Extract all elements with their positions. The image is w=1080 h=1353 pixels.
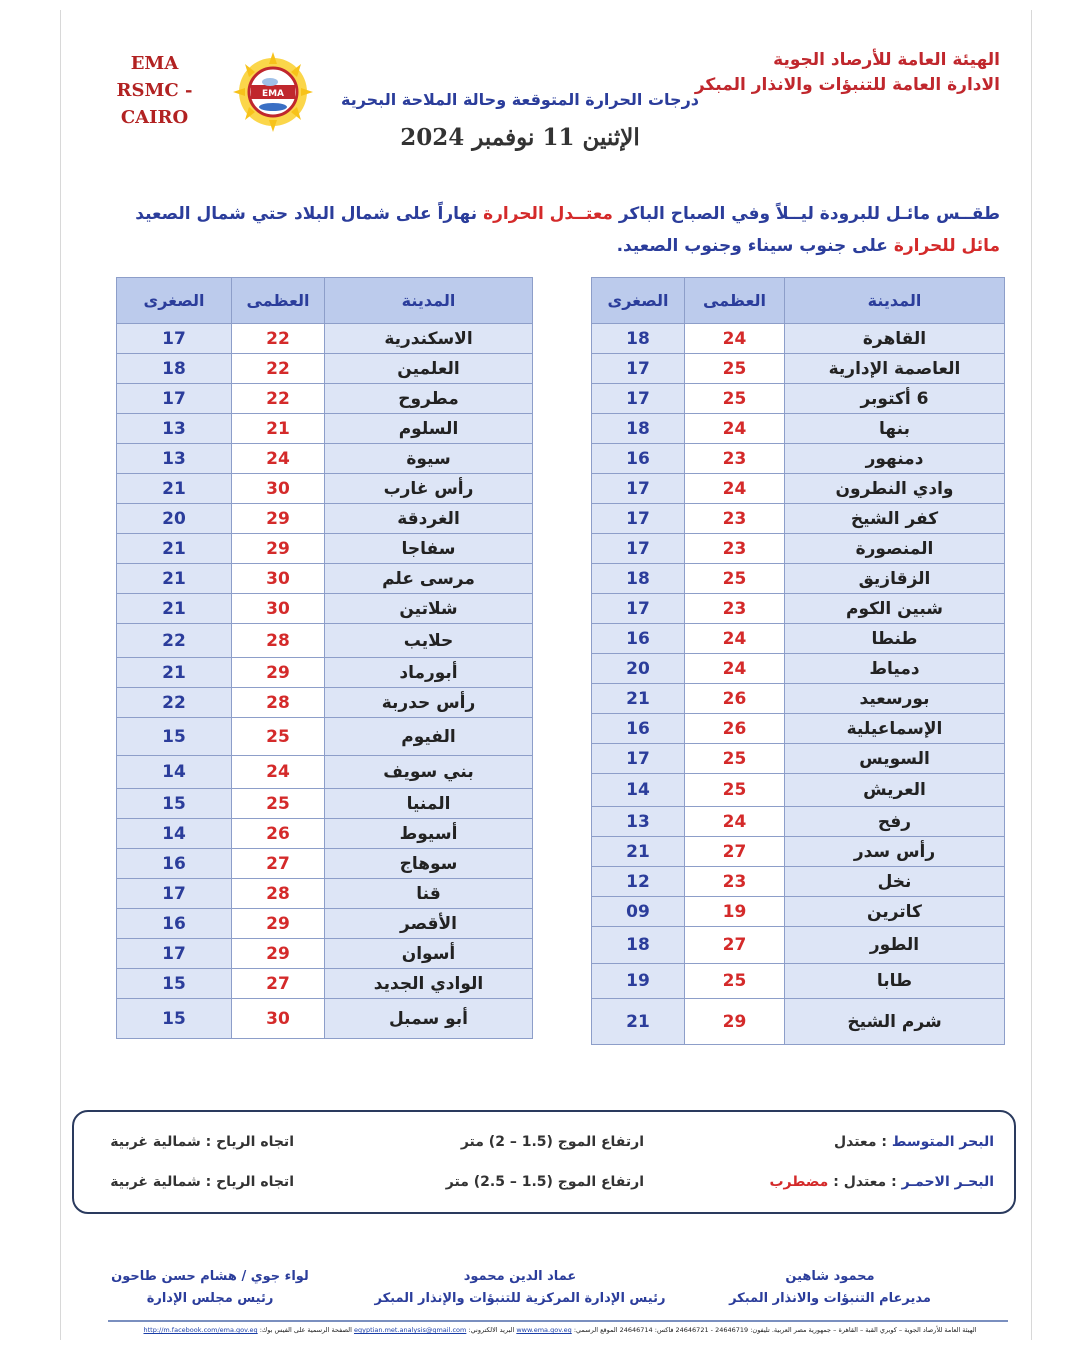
max-temp-cell: 30 [232, 999, 325, 1039]
max-temp-cell: 25 [685, 354, 785, 384]
forecast-part: طقــس مائـل للبرودة ليــلاً وفي الصباح الباكر [612, 204, 1000, 224]
sea-name-mediterranean: البحر المتوسط : معتدل [833, 1134, 994, 1150]
table-row [117, 909, 533, 939]
city-cell: العريش [785, 774, 1005, 807]
min-temp-cell: 21 [592, 999, 685, 1045]
signature-chairman [60, 1266, 360, 1310]
city-cell: سفاجا [325, 534, 533, 564]
temperature-table-left [116, 277, 533, 1039]
forecast-highlight: مائل للحرارة [893, 236, 1000, 256]
max-temp-cell: 24 [232, 444, 325, 474]
website-link[interactable]: www.ema.gov.eg [516, 1326, 572, 1334]
min-temp-cell: 14 [592, 774, 685, 807]
wave-height: ارتفاع الموج (1.5 – 2) متر [460, 1134, 644, 1150]
min-temp-cell: 20 [117, 504, 232, 534]
max-temp-cell: 23 [685, 444, 785, 474]
city-cell: 6 أكتوبر [785, 384, 1005, 414]
min-temp-cell: 21 [117, 594, 232, 624]
city-cell: مطروح [325, 384, 533, 414]
city-cell: أسوان [325, 939, 533, 969]
max-temp-cell: 22 [232, 324, 325, 354]
max-temp-cell: 24 [685, 414, 785, 444]
min-temp-cell: 14 [117, 819, 232, 849]
table-row [117, 564, 533, 594]
city-cell: الأقصر [325, 909, 533, 939]
max-temp-cell: 29 [232, 939, 325, 969]
table-row [592, 624, 1005, 654]
table-row [117, 849, 533, 879]
city-cell: طنطا [785, 624, 1005, 654]
city-cell: حلايب [325, 624, 533, 658]
wave-height: ارتفاع الموج (1.5 – 2.5) متر [445, 1174, 644, 1190]
city-cell: شلاتين [325, 594, 533, 624]
header-min: الصغرى [117, 278, 232, 324]
max-temp-cell: 23 [685, 534, 785, 564]
min-temp-cell: 13 [117, 414, 232, 444]
min-temp-cell: 17 [117, 939, 232, 969]
city-cell: بني سويف [325, 756, 533, 789]
table-row [592, 444, 1005, 474]
max-temp-cell: 25 [232, 789, 325, 819]
table-row [592, 504, 1005, 534]
min-temp-cell: 21 [592, 837, 685, 867]
table-row [117, 939, 533, 969]
min-temp-cell: 17 [592, 744, 685, 774]
table-row [117, 504, 533, 534]
header-department: الادارة العامة للتنبؤات والانذار المبكر [694, 75, 1000, 95]
forecast-part: نهاراً على شمال البلاد حتي شمال الصعيد [135, 204, 484, 224]
max-temp-cell: 28 [232, 624, 325, 658]
min-temp-cell: 15 [117, 969, 232, 999]
max-temp-cell: 24 [685, 324, 785, 354]
page-title-date: الإثنين 11 نوفمبر 2024 [400, 124, 640, 151]
max-temp-cell: 28 [232, 879, 325, 909]
table-row [592, 837, 1005, 867]
max-temp-cell: 27 [232, 969, 325, 999]
sea-conditions-box [72, 1110, 1016, 1214]
city-cell: كفر الشيخ [785, 504, 1005, 534]
signature-name: لواء جوي / هشام حسن طاحون [111, 1269, 309, 1284]
table-row [117, 718, 533, 756]
forecast-part: على جنوب سيناء وجنوب الصعيد. [616, 236, 894, 256]
max-temp-cell: 27 [232, 849, 325, 879]
city-cell: مرسى علم [325, 564, 533, 594]
min-temp-cell: 21 [117, 658, 232, 688]
min-temp-cell: 17 [592, 534, 685, 564]
max-temp-cell: 26 [685, 684, 785, 714]
city-cell: الطور [785, 927, 1005, 964]
max-temp-cell: 24 [685, 624, 785, 654]
ema-logo-icon [228, 52, 318, 132]
table-row [592, 354, 1005, 384]
max-temp-cell: 22 [232, 354, 325, 384]
min-temp-cell: 17 [592, 474, 685, 504]
table-row [592, 324, 1005, 354]
city-cell: قنا [325, 879, 533, 909]
table-row [117, 354, 533, 384]
table-row [592, 774, 1005, 807]
header-authority: الهيئة العامة للأرصاد الجوية [773, 50, 1000, 70]
table-row [117, 819, 533, 849]
table-row [592, 474, 1005, 504]
min-temp-cell: 21 [117, 474, 232, 504]
city-cell: الاسكندرية [325, 324, 533, 354]
table-row [117, 414, 533, 444]
svg-text:EMA: EMA [261, 89, 285, 99]
min-temp-cell: 13 [117, 444, 232, 474]
table-row [117, 969, 533, 999]
header-city: المدينة [785, 278, 1005, 324]
arabic-header [695, 48, 1000, 98]
table-row [592, 807, 1005, 837]
table-row [117, 789, 533, 819]
min-temp-cell: 13 [592, 807, 685, 837]
max-temp-cell: 25 [685, 964, 785, 999]
max-temp-cell: 29 [232, 504, 325, 534]
header-max: العظمى [232, 278, 325, 324]
city-cell: السويس [785, 744, 1005, 774]
max-temp-cell: 26 [685, 714, 785, 744]
city-cell: أبورماد [325, 658, 533, 688]
table-row [592, 684, 1005, 714]
table-row [117, 658, 533, 688]
city-cell: بنها [785, 414, 1005, 444]
min-temp-cell: 21 [117, 564, 232, 594]
temperature-table-right [591, 277, 1005, 1045]
city-cell: سيوة [325, 444, 533, 474]
table-row [592, 414, 1005, 444]
city-cell: شرم الشيخ [785, 999, 1005, 1045]
city-cell: كاترين [785, 897, 1005, 927]
city-cell: العلمين [325, 354, 533, 384]
city-cell: رفح [785, 807, 1005, 837]
signature-name: عماد الدين محمود [463, 1269, 577, 1284]
table-row [117, 594, 533, 624]
min-temp-cell: 12 [592, 867, 685, 897]
city-cell: السلوم [325, 414, 533, 444]
max-temp-cell: 24 [685, 654, 785, 684]
city-cell: رأس غارب [325, 474, 533, 504]
max-temp-cell: 28 [232, 688, 325, 718]
max-temp-cell: 29 [232, 534, 325, 564]
min-temp-cell: 16 [592, 444, 685, 474]
signature-title: رئيس الإدارة المركزية للتنبؤات والإنذار المبكر [374, 1291, 666, 1306]
max-temp-cell: 27 [685, 927, 785, 964]
min-temp-cell: 20 [592, 654, 685, 684]
min-temp-cell: 17 [117, 879, 232, 909]
min-temp-cell: 17 [117, 324, 232, 354]
table-row [592, 384, 1005, 414]
max-temp-cell: 23 [685, 504, 785, 534]
sea-name-red: البحـر الاحمـر : معتدل : مضطرب [769, 1174, 994, 1190]
min-temp-cell: 17 [592, 594, 685, 624]
min-temp-cell: 21 [117, 534, 232, 564]
max-temp-cell: 25 [685, 774, 785, 807]
table-row [592, 564, 1005, 594]
header-max: العظمى [685, 278, 785, 324]
min-temp-cell: 17 [592, 384, 685, 414]
max-temp-cell: 24 [685, 807, 785, 837]
min-temp-cell: 21 [592, 684, 685, 714]
min-temp-cell: 16 [117, 909, 232, 939]
wind-direction: اتجاه الرياح : شمالية غربية [110, 1134, 294, 1150]
min-temp-cell: 14 [117, 756, 232, 789]
city-cell: أبو سمبل [325, 999, 533, 1039]
wind-direction: اتجاه الرياح : شمالية غربية [110, 1174, 294, 1190]
max-temp-cell: 26 [232, 819, 325, 849]
table-row [117, 534, 533, 564]
city-cell: المنيا [325, 789, 533, 819]
city-cell: الوادي الجديد [325, 969, 533, 999]
min-temp-cell: 16 [117, 849, 232, 879]
city-cell: الإسماعيلية [785, 714, 1005, 744]
city-cell: شبين الكوم [785, 594, 1005, 624]
max-temp-cell: 30 [232, 594, 325, 624]
max-temp-cell: 25 [685, 564, 785, 594]
forecast-text [120, 198, 1000, 262]
min-temp-cell: 15 [117, 789, 232, 819]
city-cell: القاهرة [785, 324, 1005, 354]
max-temp-cell: 29 [685, 999, 785, 1045]
city-cell: نخل [785, 867, 1005, 897]
max-temp-cell: 21 [232, 414, 325, 444]
header-ema: EMA [130, 53, 179, 74]
min-temp-cell: 18 [592, 414, 685, 444]
max-temp-cell: 19 [685, 897, 785, 927]
max-temp-cell: 23 [685, 594, 785, 624]
min-temp-cell: 18 [592, 564, 685, 594]
max-temp-cell: 24 [685, 474, 785, 504]
table-row [592, 867, 1005, 897]
page-subtitle: درجات الحرارة المتوقعة وحالة الملاحة البحرية [340, 90, 699, 109]
max-temp-cell: 23 [685, 867, 785, 897]
max-temp-cell: 29 [232, 909, 325, 939]
header-city: المدينة [325, 278, 533, 324]
table-row [117, 474, 533, 504]
city-cell: العاصمة الإدارية [785, 354, 1005, 384]
city-cell: رأس حدربة [325, 688, 533, 718]
min-temp-cell: 16 [592, 624, 685, 654]
max-temp-cell: 25 [685, 384, 785, 414]
city-cell: دمنهور [785, 444, 1005, 474]
city-cell: سوهاج [325, 849, 533, 879]
city-cell: الغردقة [325, 504, 533, 534]
min-temp-cell: 18 [592, 324, 685, 354]
max-temp-cell: 29 [232, 658, 325, 688]
city-cell: رأس سدر [785, 837, 1005, 867]
min-temp-cell: 22 [117, 688, 232, 718]
footer-contact: الهيئة العامة للأرصاد الجوية – كوبري القبة – القاهرة – جمهورية مصر العربية. تليفون: 24646719 - 24646721 فاكس: 24646714 الموقع الرسمي: www.ema.gov.eg البريد الالكتروني: egyptian.met.analysis@gmail.com الصفحة الرسمية على الفيس بوك: http://m.facebook.com/ema.gov.eg [143, 1326, 977, 1334]
header-rsmc: RSMC - CAIRO [116, 80, 193, 128]
city-cell: الفيوم [325, 718, 533, 756]
max-temp-cell: 27 [685, 837, 785, 867]
english-header [82, 50, 227, 131]
min-temp-cell: 15 [117, 999, 232, 1039]
table-row [592, 714, 1005, 744]
facebook-link[interactable]: http://m.facebook.com/ema.gov.eg [143, 1326, 258, 1334]
signature-forecast-director [680, 1266, 980, 1310]
signature-title: رئيس مجلس الإدارة [146, 1291, 274, 1306]
header-min: الصغرى [592, 278, 685, 324]
max-temp-cell: 25 [685, 744, 785, 774]
signature-name: محمود شاهين [785, 1269, 875, 1284]
table-row [592, 654, 1005, 684]
table-row [592, 744, 1005, 774]
city-cell: بورسعيد [785, 684, 1005, 714]
min-temp-cell: 16 [592, 714, 685, 744]
table-row [117, 444, 533, 474]
max-temp-cell: 25 [232, 718, 325, 756]
table-row [117, 324, 533, 354]
table-row [592, 927, 1005, 964]
table-row [117, 879, 533, 909]
city-cell: المنصورة [785, 534, 1005, 564]
max-temp-cell: 30 [232, 474, 325, 504]
table-row [117, 688, 533, 718]
min-temp-cell: 22 [117, 624, 232, 658]
min-temp-cell: 17 [117, 384, 232, 414]
table-row [592, 534, 1005, 564]
table-row [592, 999, 1005, 1045]
forecast-highlight: معتــدل الحرارة [483, 204, 613, 224]
min-temp-cell: 15 [117, 718, 232, 756]
footer-divider [108, 1320, 1008, 1322]
max-temp-cell: 24 [232, 756, 325, 789]
table-row [592, 897, 1005, 927]
min-temp-cell: 18 [117, 354, 232, 384]
city-cell: أسيوط [325, 819, 533, 849]
table-row [117, 999, 533, 1039]
max-temp-cell: 30 [232, 564, 325, 594]
email-link[interactable]: egyptian.met.analysis@gmail.com [353, 1326, 467, 1334]
signature-title: مديرعام التنبؤات والانذار المبكر [729, 1291, 931, 1306]
city-cell: دمياط [785, 654, 1005, 684]
city-cell: طابا [785, 964, 1005, 999]
min-temp-cell: 18 [592, 927, 685, 964]
table-row [117, 384, 533, 414]
min-temp-cell: 17 [592, 504, 685, 534]
table-row [592, 594, 1005, 624]
table-row [117, 756, 533, 789]
signature-central-director [370, 1266, 670, 1310]
min-temp-cell: 19 [592, 964, 685, 999]
max-temp-cell: 22 [232, 384, 325, 414]
min-temp-cell: 17 [592, 354, 685, 384]
city-cell: الزقازيق [785, 564, 1005, 594]
table-row [117, 624, 533, 658]
table-row [592, 964, 1005, 999]
city-cell: وادي النطرون [785, 474, 1005, 504]
min-temp-cell: 09 [592, 897, 685, 927]
